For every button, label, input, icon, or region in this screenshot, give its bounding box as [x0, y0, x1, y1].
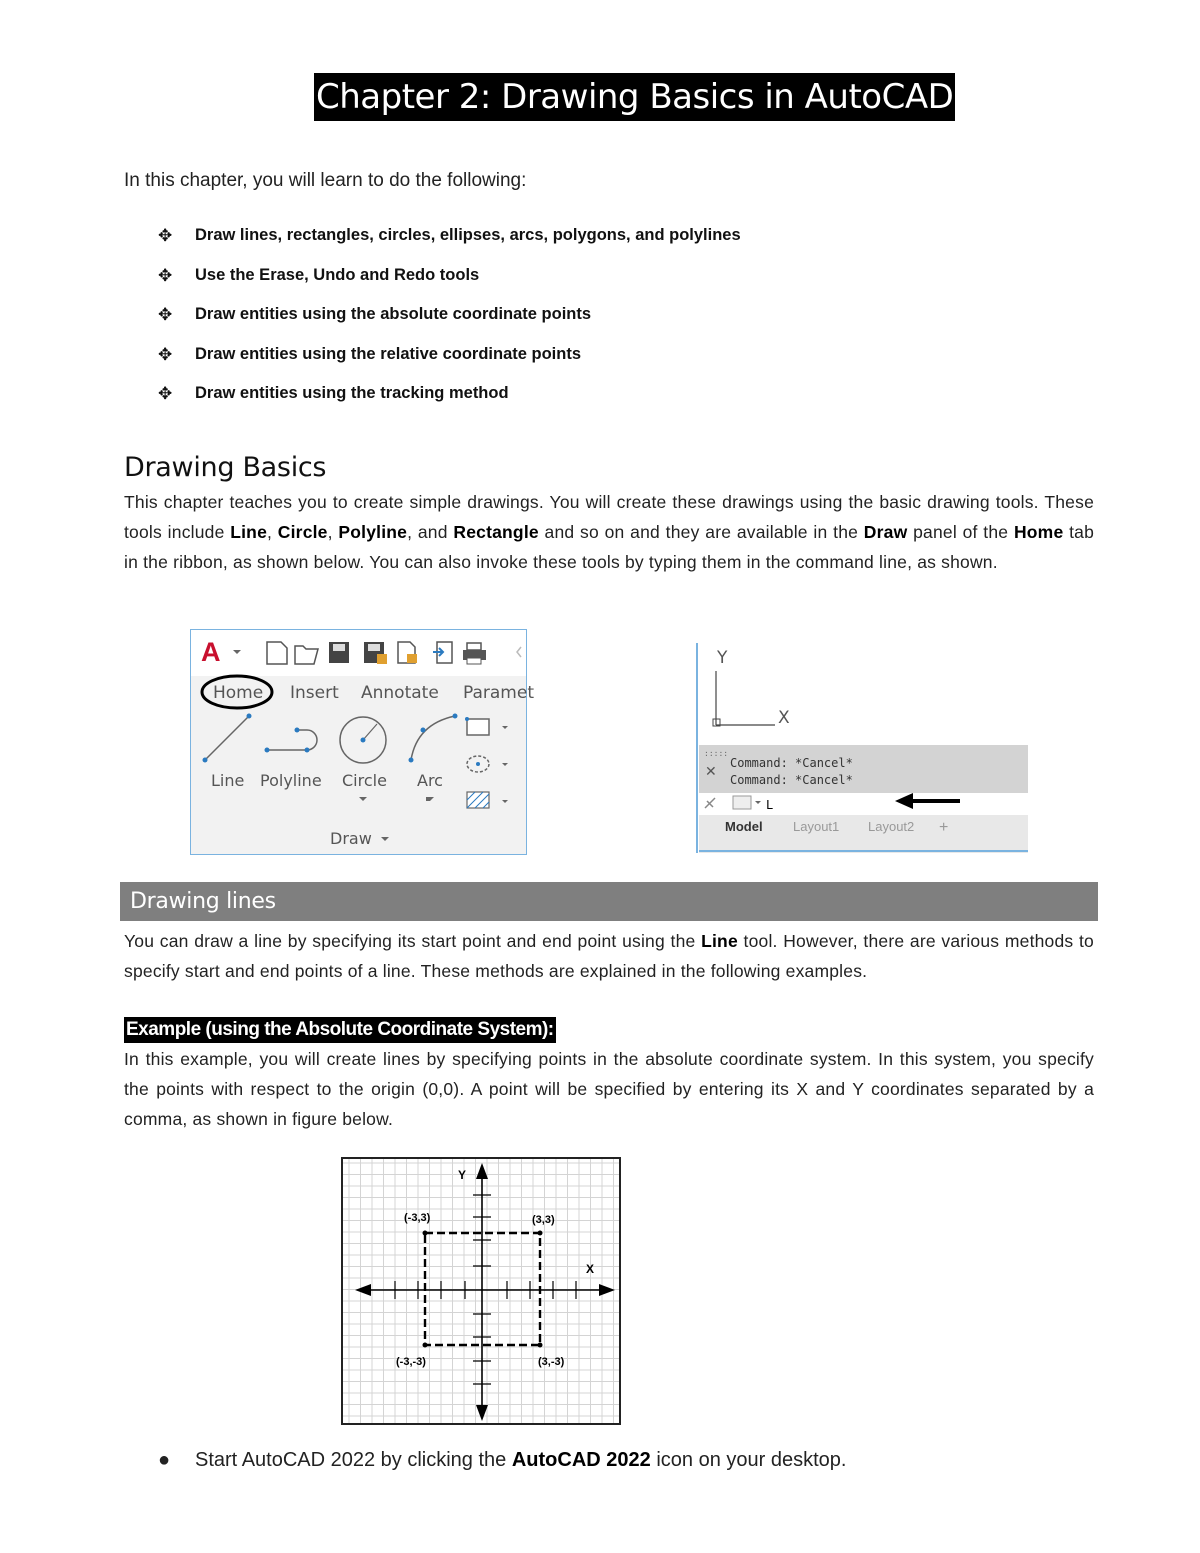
- line-tool-button[interactable]: [203, 714, 252, 791]
- svg-text:L: L: [766, 798, 774, 812]
- objectives-list: [158, 226, 741, 424]
- tab-annotate[interactable]: Annotate: [361, 683, 439, 703]
- point-label: (3,-3): [538, 1356, 565, 1368]
- diamond-bullet-icon: ✥: [158, 305, 173, 324]
- drawing-basics-paragraph: This chapter teaches you to create simple drawings. You will create these drawings using the basic drawing tools. These tools include Line, Circle, Polyline, and Rectangle and so on and they are available in the Draw panel of the Home tab in the ribbon, as shown below. You can also invoke these tools by typing them in the command line, as shown.: [124, 492, 1095, 572]
- diamond-bullet-icon: ✥: [158, 265, 173, 285]
- diamond-bullet-icon: ✥: [158, 384, 173, 403]
- tab-layout2[interactable]: Layout2: [868, 819, 915, 834]
- add-layout-button[interactable]: +: [939, 819, 949, 836]
- svg-text:Arc: Arc: [417, 771, 443, 790]
- section-heading-drawing-basics: Drawing Basics: [124, 452, 327, 483]
- step-item: ● Start AutoCAD 2022 by clicking the AutoCAD 2022 icon on your desktop.: [158, 1449, 847, 1471]
- close-icon[interactable]: ✕: [705, 763, 717, 779]
- open-folder-icon[interactable]: [295, 646, 318, 664]
- x-axis-label: X: [586, 1262, 595, 1276]
- section-heading-drawing-lines: Drawing lines: [120, 882, 1098, 921]
- new-file-icon[interactable]: [267, 642, 287, 664]
- svg-text:Y: Y: [717, 648, 728, 668]
- coordinate-grid-figure: [341, 1157, 621, 1425]
- list-item: ✥ Draw lines, rectangles, circles, ellipses, arcs, polygons, and polylines: [158, 226, 741, 245]
- tab-insert[interactable]: Insert: [290, 683, 339, 703]
- tab-layout1[interactable]: Layout1: [793, 819, 840, 834]
- drawing-lines-paragraph: You can draw a line by specifying its start point and end point using the Line tool. However, there are various methods to specify start and end points of a line. These methods are explained in the following examples.: [124, 931, 1094, 981]
- grip-icon[interactable]: :::::: [704, 749, 729, 758]
- ellipse-tool-button[interactable]: [467, 756, 508, 772]
- diamond-bullet-icon: ✥: [158, 226, 173, 245]
- hatch-tool-button[interactable]: [467, 792, 508, 808]
- command-history-line: Command: *Cancel*: [730, 773, 853, 787]
- list-item: ✥ Draw entities using the absolute coordinate points: [158, 305, 592, 324]
- example-paragraph: In this example, you will create lines by specifying points in the absolute coordinate system. In this system, you specify the points with respect to the origin (0,0). A point will be specified by entering its X and Y coordinates separated by a comma, as shown in figure below.: [124, 1049, 1094, 1129]
- svg-text:Line: Line: [211, 771, 245, 790]
- example-heading: Example (using the Absolute Coordinate System):: [124, 1017, 556, 1043]
- svg-text:X: X: [778, 708, 790, 728]
- draw-panel-label[interactable]: Draw: [330, 829, 372, 848]
- y-axis-label: Y: [458, 1168, 467, 1182]
- save-as-icon[interactable]: [364, 642, 387, 664]
- chapter-title: Chapter 2: Drawing Basics in AutoCAD: [314, 73, 955, 121]
- point-label: (-3,3): [404, 1212, 431, 1224]
- tab-parametric[interactable]: Paramet: [463, 683, 534, 703]
- svg-text:Home: Home: [213, 683, 264, 703]
- arc-tool-button[interactable]: [409, 714, 458, 802]
- point-label: (3,3): [532, 1214, 555, 1226]
- chevron-down-icon: [381, 837, 389, 841]
- autocad-logo-icon: A: [201, 637, 221, 667]
- command-line-screenshot: [695, 643, 1028, 853]
- svg-text:Polyline: Polyline: [260, 771, 322, 790]
- list-item: ✥ Draw entities using the tracking method: [158, 384, 509, 403]
- list-item: ✥ Use the Erase, Undo and Redo tools: [158, 265, 480, 285]
- svg-text:Circle: Circle: [342, 771, 387, 790]
- circle-tool-button[interactable]: [340, 717, 387, 801]
- ribbon-screenshot: [190, 629, 534, 855]
- bullet-icon: ●: [158, 1449, 171, 1471]
- save-icon[interactable]: [329, 642, 349, 663]
- diamond-bullet-icon: ✥: [158, 344, 173, 364]
- export-icon[interactable]: [398, 642, 417, 663]
- polyline-tool-button[interactable]: [260, 728, 322, 791]
- command-history-line: Command: *Cancel*: [730, 756, 853, 770]
- point-label: (-3,-3): [396, 1356, 426, 1368]
- list-item: ✥ Draw entities using the relative coordinate points: [158, 344, 581, 364]
- rectangle-tool-button[interactable]: [465, 717, 508, 735]
- intro-text: In this chapter, you will learn to do the following:: [124, 170, 527, 191]
- tab-model[interactable]: Model: [725, 819, 763, 834]
